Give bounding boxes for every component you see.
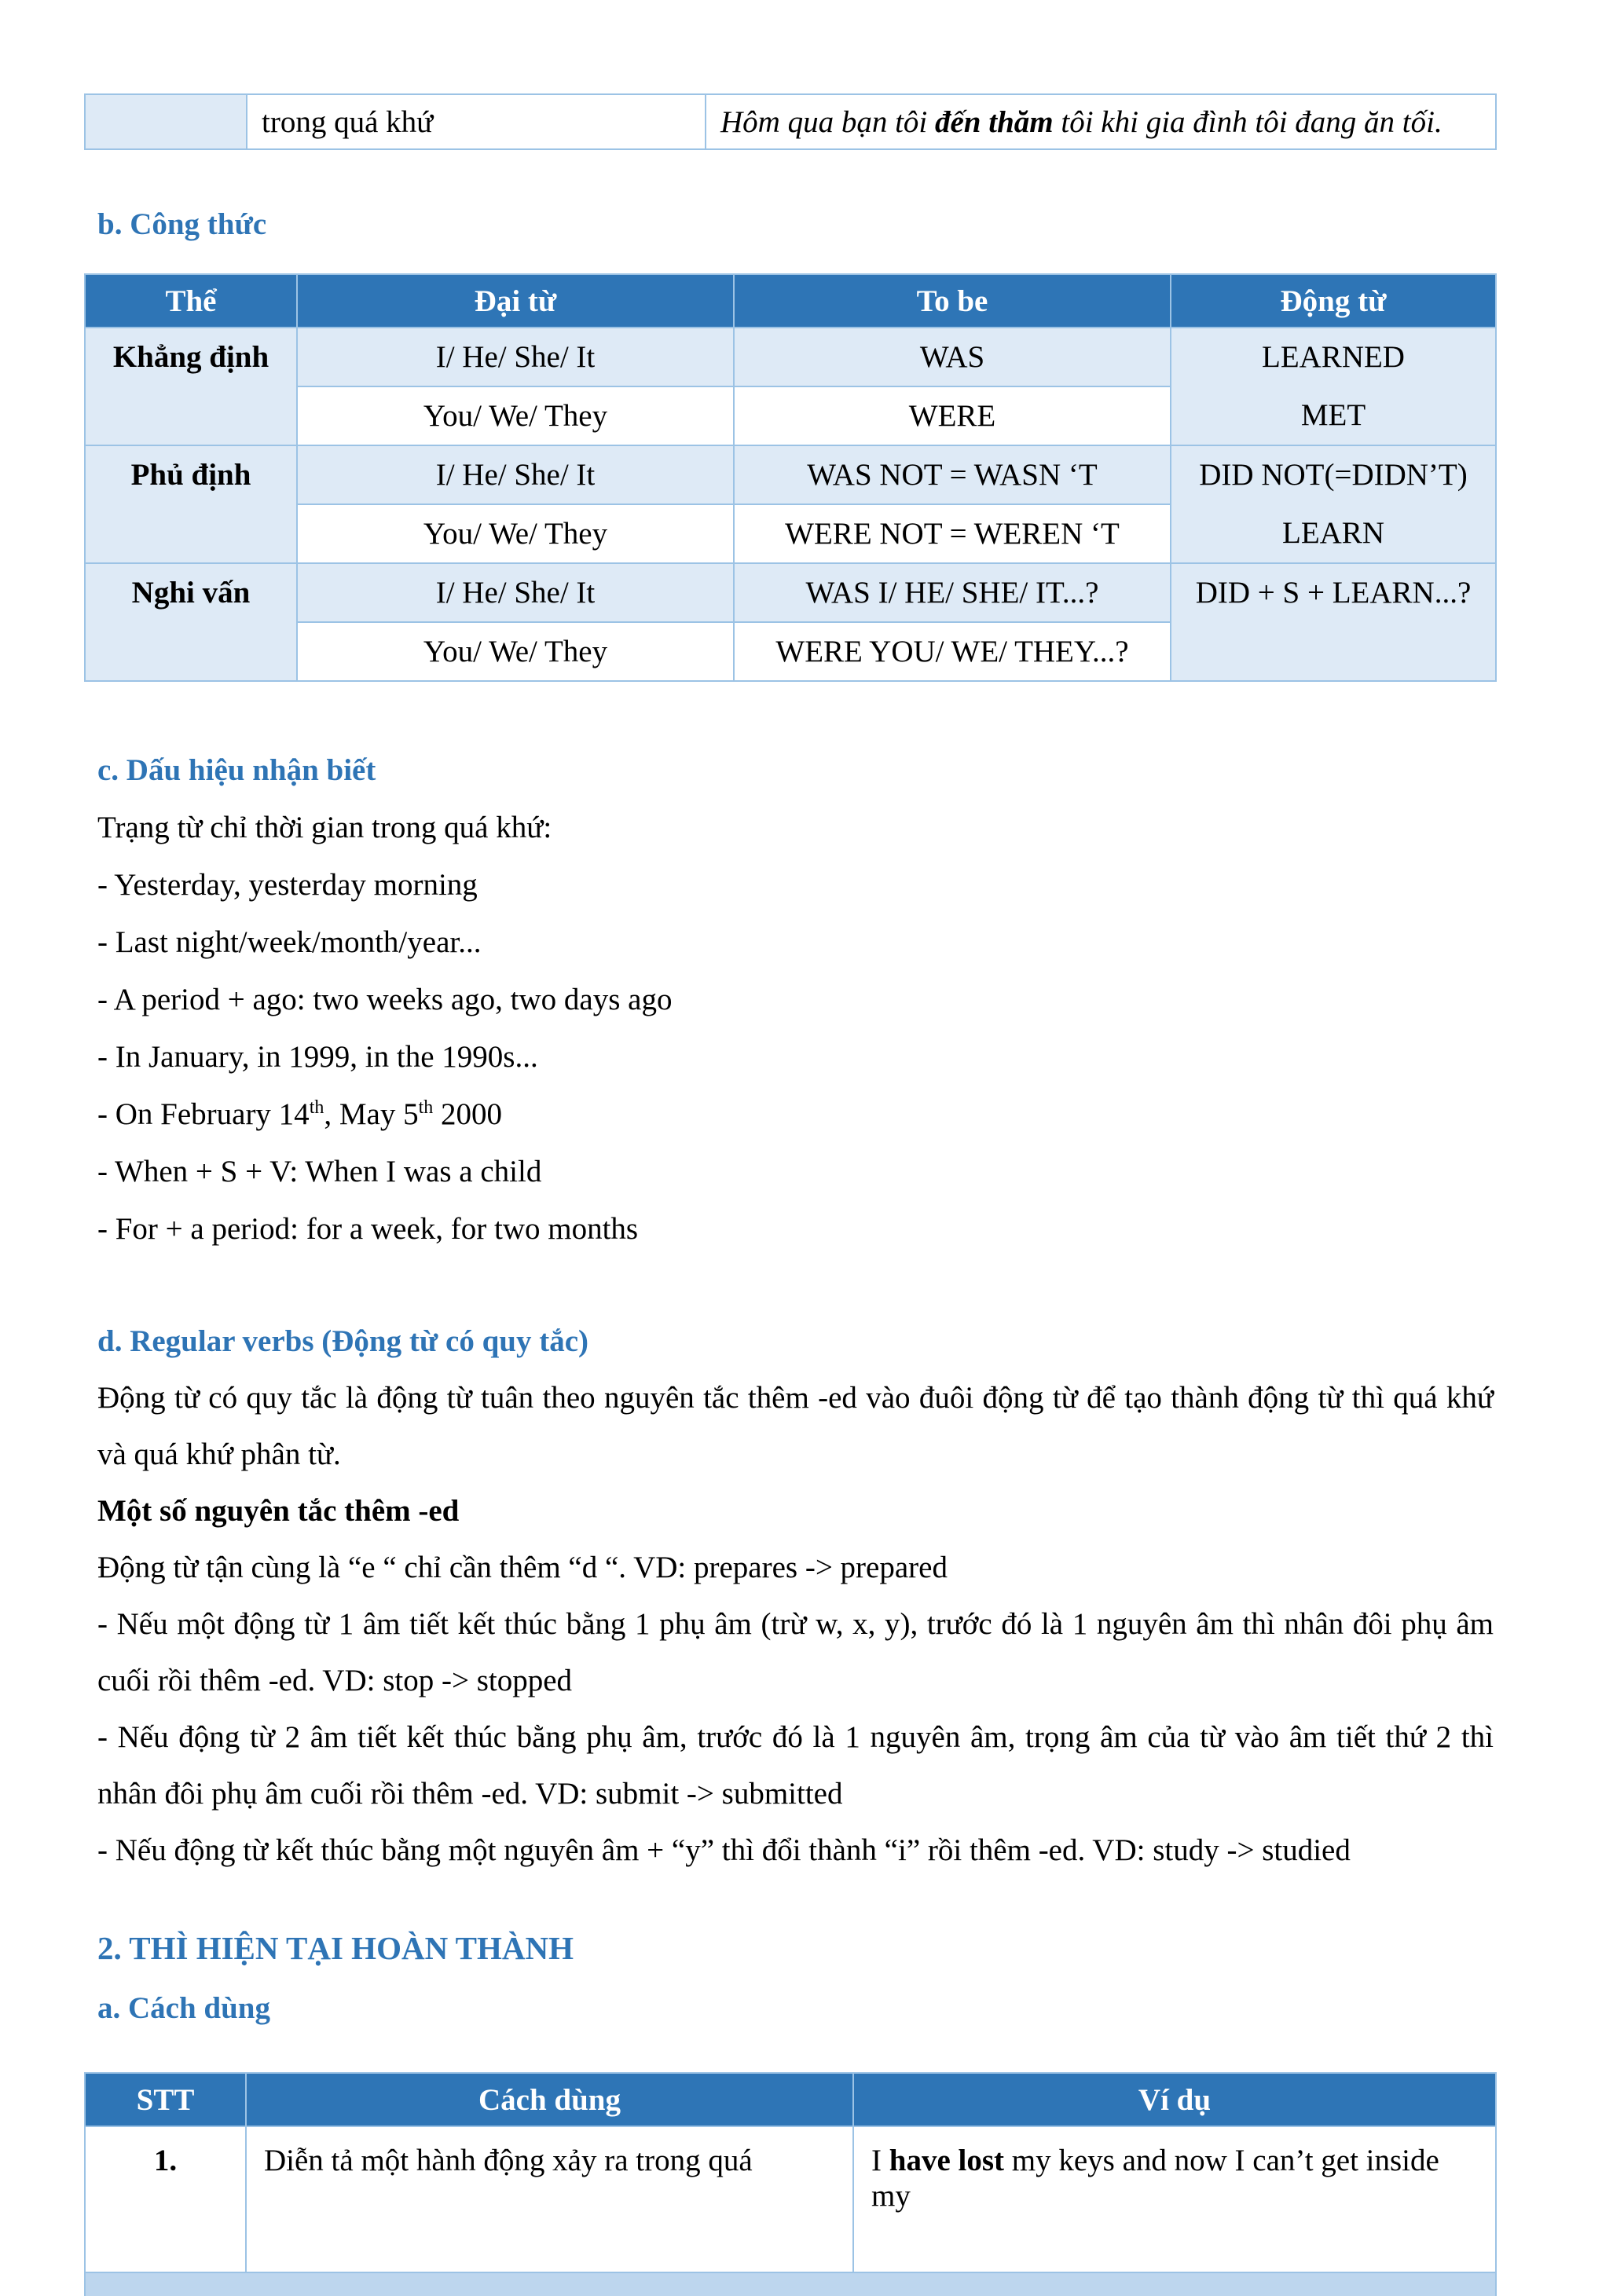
tobe-cell: WAS I/ HE/ SHE/ IT...?: [734, 563, 1171, 622]
tobe-cell: WAS NOT = WASN ‘T: [734, 445, 1171, 504]
usage-cell: Diễn tả một hành động xảy ra trong quá: [246, 2126, 853, 2272]
table-row: [85, 445, 1496, 504]
example-text: tôi khi gia đình tôi đang ăn tối.: [1053, 104, 1443, 139]
col-header-the: Thể: [85, 274, 297, 328]
table-row: [85, 2126, 1496, 2272]
ed-rules-subheading: Một số nguyên tắc thêm -ed: [97, 1494, 460, 1528]
col-header-dong-tu: Động từ: [1171, 274, 1496, 328]
pronoun-cell: I/ He/ She/ It: [297, 563, 734, 622]
signal-item: - When + S + V: When I was a child: [97, 1155, 542, 1188]
ed-rule: - Nếu một động từ 1 âm tiết kết thúc bằng 1 phụ âm (trừ w, x, y), trước đó là 1 nguyên âm thì nhân đôi phụ âm cuối rồi thêm -ed. VD: stop -> stopped: [97, 1607, 1494, 1697]
formula-table: [84, 273, 1497, 682]
example-text: Hôm qua bạn tôi: [720, 104, 935, 139]
formula-header-row: [85, 274, 1496, 328]
stt-cell-empty: [85, 94, 247, 149]
pronoun-cell: You/ We/ They: [297, 504, 734, 563]
signal-item: - Yesterday, yesterday morning: [97, 868, 478, 902]
pronoun-cell: You/ We/ They: [297, 622, 734, 681]
signal-item: - In January, in 1999, in the 1990s...: [97, 1040, 538, 1074]
heading-dau-hieu: c. Dấu hiệu nhận biết: [97, 753, 376, 787]
tobe-cell: WERE NOT = WEREN ‘T: [734, 504, 1171, 563]
verb-cell: LEARNED MET: [1171, 328, 1496, 445]
heading-present-perfect: 2. THÌ HIỆN TẠI HOÀN THÀNH: [97, 1930, 574, 1966]
signal-intro: Trạng từ chỉ thời gian trong quá khứ:: [97, 811, 552, 844]
example-text: I: [871, 2144, 889, 2177]
form-label-cell: Khẳng định: [85, 328, 297, 445]
heading-regular-verbs: d. Regular verbs (Động từ có quy tắc): [97, 1324, 588, 1358]
col-header-cach-dung: Cách dùng: [246, 2073, 853, 2126]
verb-cell: DID NOT(=DIDN’T) LEARN: [1171, 445, 1496, 563]
ed-rule: - Nếu động từ 2 âm tiết kết thúc bằng phụ âm, trước đó là 1 nguyên âm, trọng âm của từ vào âm tiết thứ 2 thì nhân đôi phụ âm cuối rồi thêm -ed. VD: submit -> submitted: [97, 1720, 1494, 1811]
col-header-vi-du: Ví dụ: [853, 2073, 1496, 2126]
usage-table: [84, 2072, 1497, 2296]
pronoun-cell: You/ We/ They: [297, 386, 734, 445]
tobe-cell: WAS: [734, 328, 1171, 386]
table-row: [85, 94, 1496, 149]
ed-rule: Động từ tận cùng là “e “ chỉ cần thêm “d “. VD: prepares -> prepared: [97, 1551, 948, 1584]
tobe-cell: WERE: [734, 386, 1171, 445]
ordinal-suffix: th: [309, 1097, 324, 1118]
table-row: [85, 563, 1496, 622]
example-cell: [853, 2126, 1496, 2272]
example-bold-text: đến thăm: [935, 104, 1054, 139]
heading-cong-thuc: b. Công thức: [97, 207, 267, 241]
stt-cell: 1.: [85, 2126, 246, 2272]
ordinal-suffix: th: [418, 1097, 434, 1118]
signal-item: - For + a period: for a week, for two months: [97, 1212, 639, 1246]
signal-item: - A period + ago: two weeks ago, two days ago: [97, 983, 673, 1016]
table-row: [85, 328, 1496, 386]
col-header-to-be: To be: [734, 274, 1171, 328]
form-label-cell: Phủ định: [85, 445, 297, 563]
pronoun-cell: I/ He/ She/ It: [297, 328, 734, 386]
previous-table-continuation: [84, 93, 1497, 150]
form-label-cell: Nghi vấn: [85, 563, 297, 681]
usage-cell: trong quá khứ: [247, 94, 706, 149]
example-bold-text: have lost: [889, 2144, 1004, 2177]
table-row-partial: [85, 2272, 1496, 2296]
verb-cell: DID + S + LEARN...?: [1171, 563, 1496, 681]
tobe-cell: WERE YOU/ WE/ THEY...?: [734, 622, 1171, 681]
signal-item-dates: - On February 14th, May 5th 2000: [97, 1097, 503, 1131]
signal-item: - Last night/week/month/year...: [97, 925, 482, 959]
usage-header-row: [85, 2073, 1496, 2126]
col-header-stt: STT: [85, 2073, 246, 2126]
example-cell: [706, 94, 1496, 149]
regular-verbs-intro: Động từ có quy tắc là động từ tuân theo nguyên tắc thêm -ed vào đuôi động từ để tạo thành động từ thì quá khứ và quá khứ phân từ.: [97, 1381, 1494, 1471]
next-row-partial: [85, 2272, 1496, 2296]
col-header-dai-tu: Đại từ: [297, 274, 734, 328]
ed-rule: - Nếu động từ kết thúc bằng một nguyên âm + “y” thì đổi thành “i” rồi thêm -ed. VD: study -> studied: [97, 1833, 1351, 1867]
heading-cach-dung: a. Cách dùng: [97, 1991, 270, 2025]
pronoun-cell: I/ He/ She/ It: [297, 445, 734, 504]
example-text: my keys and now I can’t get inside my: [871, 2144, 1439, 2213]
